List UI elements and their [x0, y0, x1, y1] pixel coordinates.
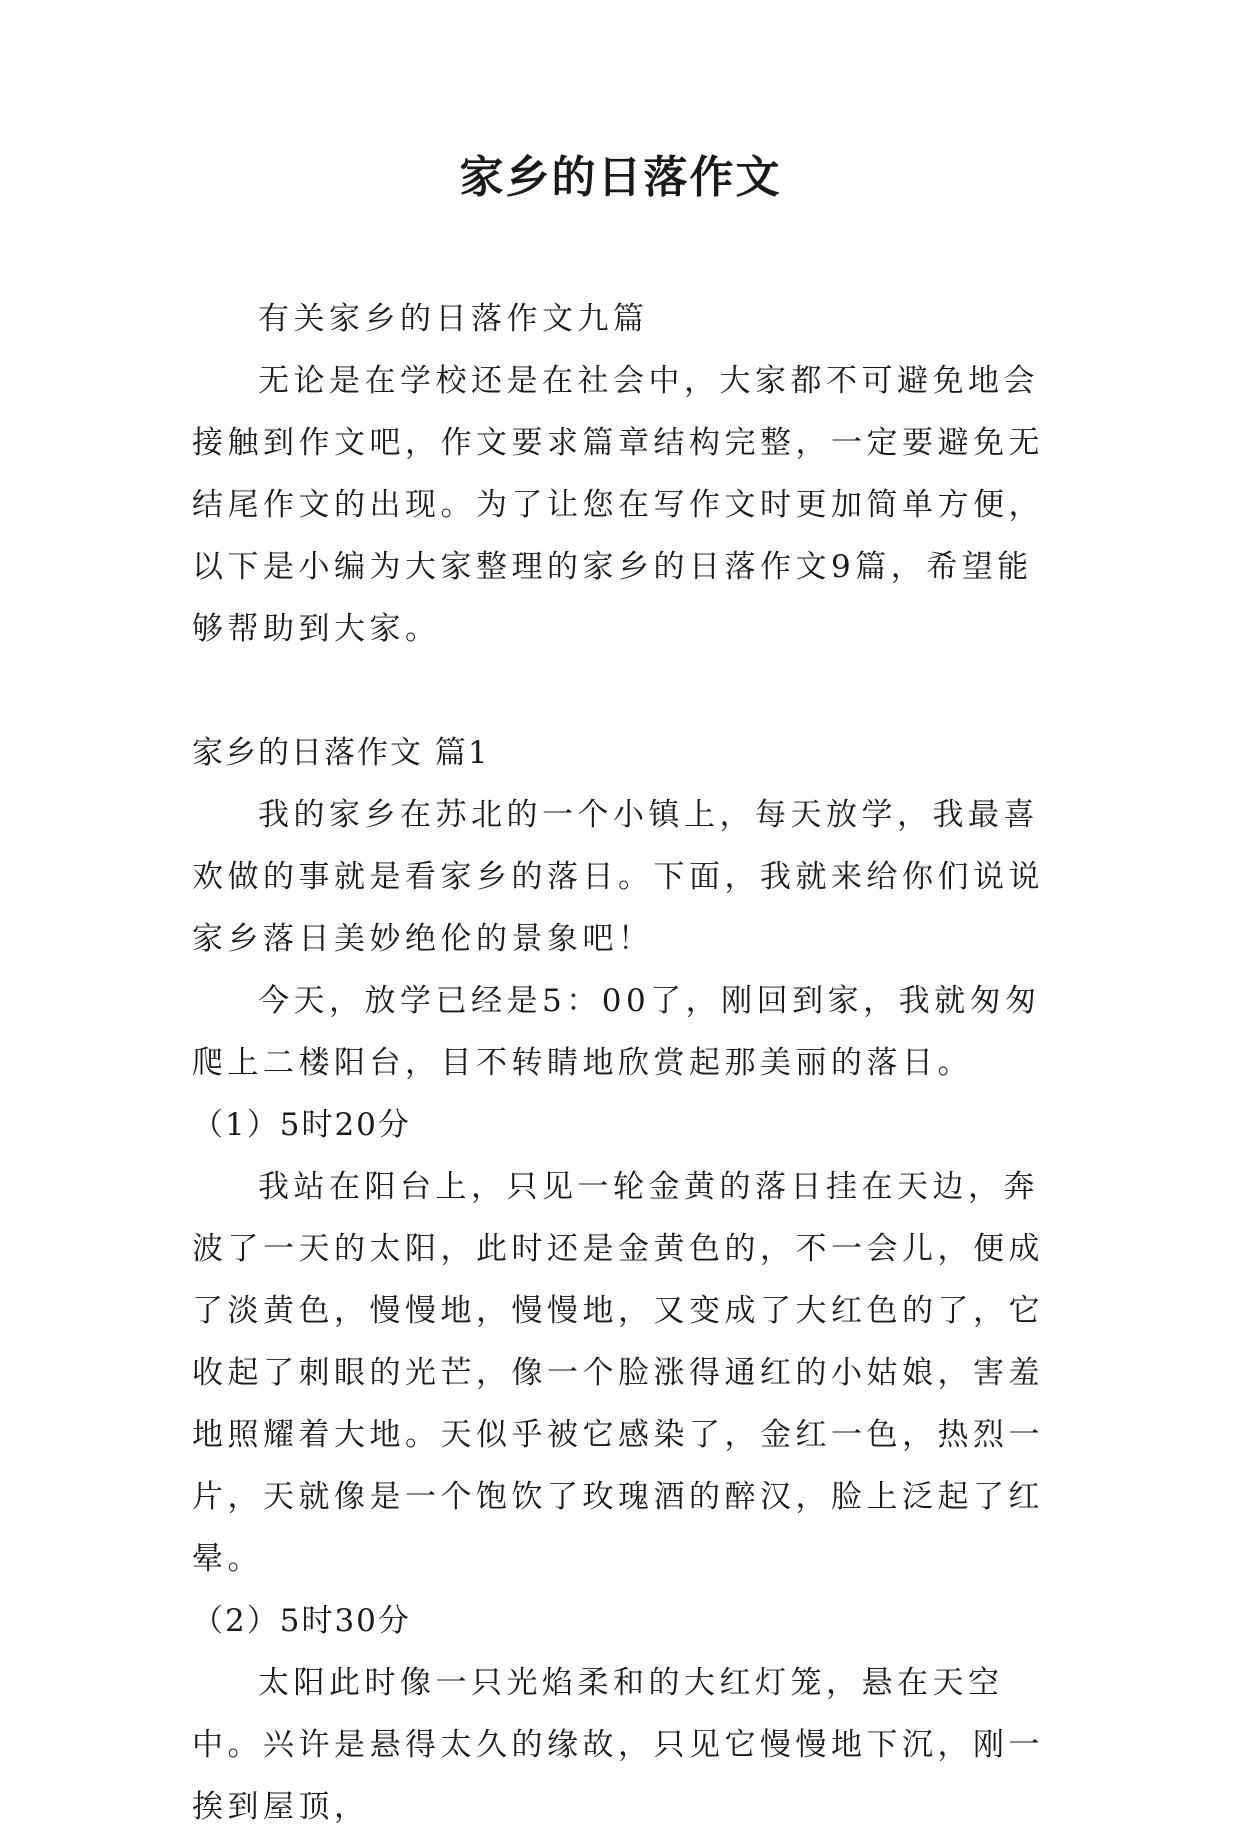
section-spacer — [192, 660, 1054, 722]
essay-paragraph-2: 今天，放学已经是5：00了，刚回到家，我就匆匆爬上二楼阳台，目不转睛地欣赏起那美丽的落日。 — [192, 983, 1041, 1081]
intro-paragraph: 无论是在学校还是在社会中，大家都不可避免地会接触到作文吧，作文要求篇章结构完整，一定要避免无结尾作文的出现。为了让您在写作文时更加简单方便，以下是小编为大家整理的家乡的日落作文9篇，希望能够帮助到大家。 — [192, 363, 1044, 647]
time-heading-2: （2）5时30分 — [192, 1603, 411, 1639]
essay-paragraph-3: 我站在阳台上，只见一轮金黄的落日挂在天边，奔波了一天的太阳，此时还是金黄色的，不一会儿，便成了淡黄色，慢慢地，慢慢地，又变成了大红色的了，它收起了刺眼的光芒，像一个脸涨得通红的小姑娘，害羞地照耀着大地。天似乎被它感染了，金红一色，热烈一片，天就像是一个饱饮了玫瑰酒的醉汉，脸上泛起了红晕。 — [192, 1169, 1044, 1577]
document-body — [192, 288, 1054, 1838]
section-heading: 家乡的日落作文 篇1 — [192, 735, 490, 771]
time-heading-1: （1）5时20分 — [192, 1107, 411, 1143]
document-subtitle: 有关家乡的日落作文九篇 — [258, 301, 649, 337]
essay-paragraph-1: 我的家乡在苏北的一个小镇上，每天放学，我最喜欢做的事就是看家乡的落日。下面，我就来给你们说说家乡落日美妙绝伦的景象吧！ — [192, 797, 1044, 957]
essay-paragraph-4: 太阳此时像一只光焰柔和的大红灯笼，悬在天空中。兴许是悬得太久的缘故，只见它慢慢地下沉，刚一挨到屋顶， — [192, 1665, 1044, 1825]
document-title: 家乡的日落作文 — [459, 152, 782, 203]
